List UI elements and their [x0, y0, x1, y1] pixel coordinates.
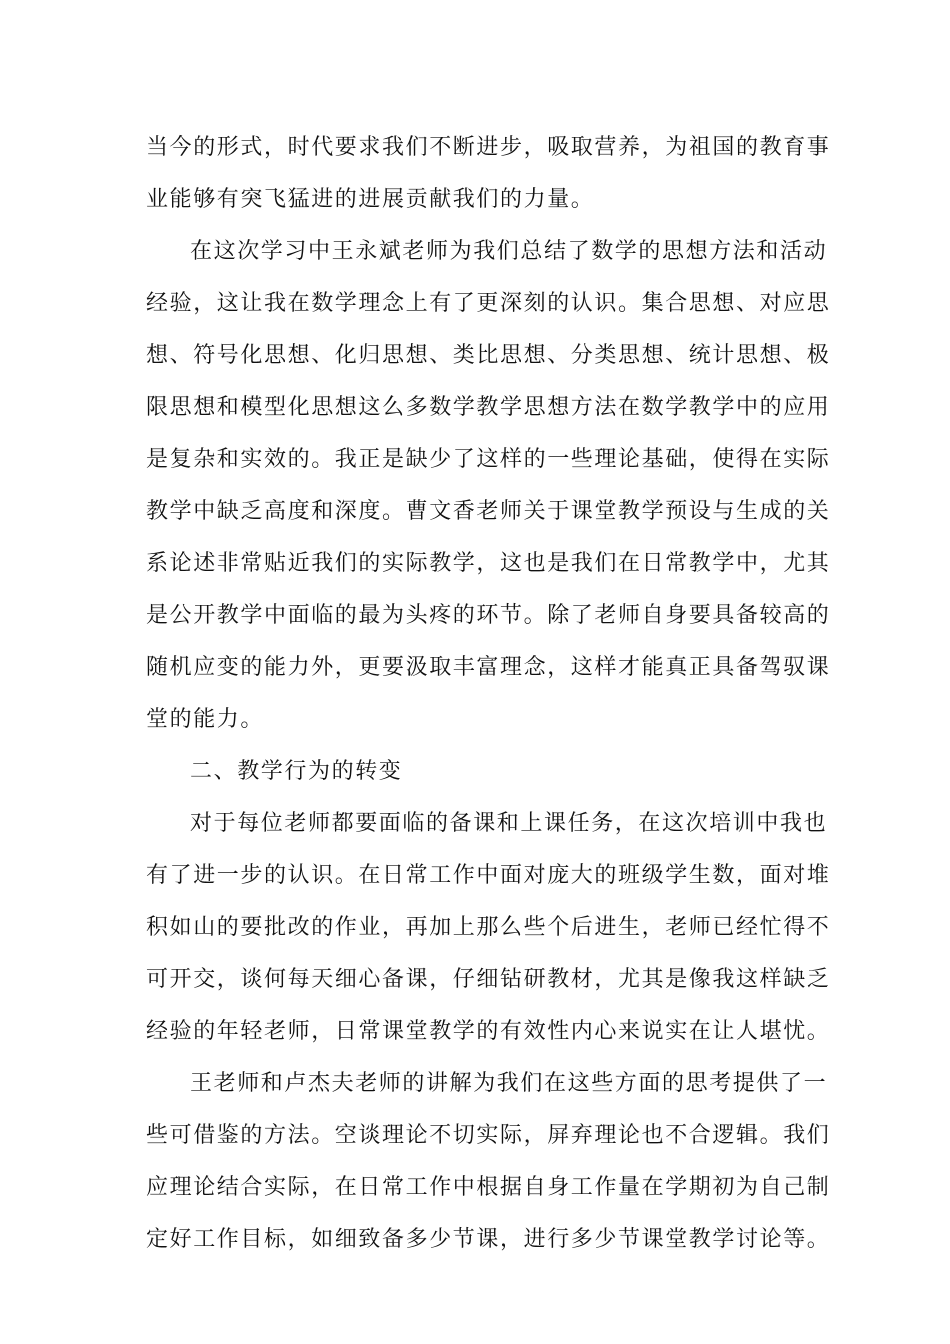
text-line: 些可借鉴的方法。空谈理论不切实际，屏弃理论也不合逻辑。我们: [146, 1123, 831, 1148]
text-line: 当今的形式，时代要求我们不断进步，吸取营养，为祖国的教育事: [146, 135, 831, 160]
text-line: 限思想和模型化思想这么多数学教学思想方法在数学教学中的应用: [146, 395, 831, 420]
paragraph-start-line: 王老师和卢杰夫老师的讲解为我们在这些方面的思考提供了一: [190, 1071, 828, 1096]
text-line: 教学中缺乏高度和深度。曹文香老师关于课堂教学预设与生成的关: [146, 499, 831, 524]
section-heading: 二、教学行为的转变: [190, 759, 403, 784]
text-line: 是公开教学中面临的最为头疼的环节。除了老师自身要具备较高的: [146, 603, 831, 628]
text-line: 可开交，谈何每天细心备课，仔细钻研教材，尤其是像我这样缺乏: [146, 967, 831, 992]
paragraph-start-line: 在这次学习中王永斌老师为我们总结了数学的思想方法和活动: [190, 239, 828, 264]
text-line: 随机应变的能力外，更要汲取丰富理念，这样才能真正具备驾驭课: [146, 655, 831, 680]
text-line: 定好工作目标，如细致备多少节课，进行多少节课堂教学讨论等。: [146, 1227, 831, 1252]
text-line: 是复杂和实效的。我正是缺少了这样的一些理论基础，使得在实际: [146, 447, 831, 472]
text-line: 有了进一步的认识。在日常工作中面对庞大的班级学生数，面对堆: [146, 863, 831, 888]
text-line: 业能够有突飞猛进的进展贡献我们的力量。: [146, 187, 595, 212]
text-line: 应理论结合实际，在日常工作中根据自身工作量在学期初为自己制: [146, 1175, 831, 1200]
text-line: 堂的能力。: [146, 707, 265, 732]
paragraph-start-line: 对于每位老师都要面临的备课和上课任务，在这次培训中我也: [190, 811, 828, 836]
text-line: 系论述非常贴近我们的实际教学，这也是我们在日常教学中，尤其: [146, 551, 831, 576]
text-line: 想、符号化思想、化归思想、类比思想、分类思想、统计思想、极: [146, 343, 831, 368]
text-line: 经验，这让我在数学理念上有了更深刻的认识。集合思想、对应思: [146, 291, 831, 316]
text-line: 积如山的要批改的作业，再加上那么些个后进生，老师已经忙得不: [146, 915, 831, 940]
text-line: 经验的年轻老师，日常课堂教学的有效性内心来说实在让人堪忧。: [146, 1019, 831, 1044]
